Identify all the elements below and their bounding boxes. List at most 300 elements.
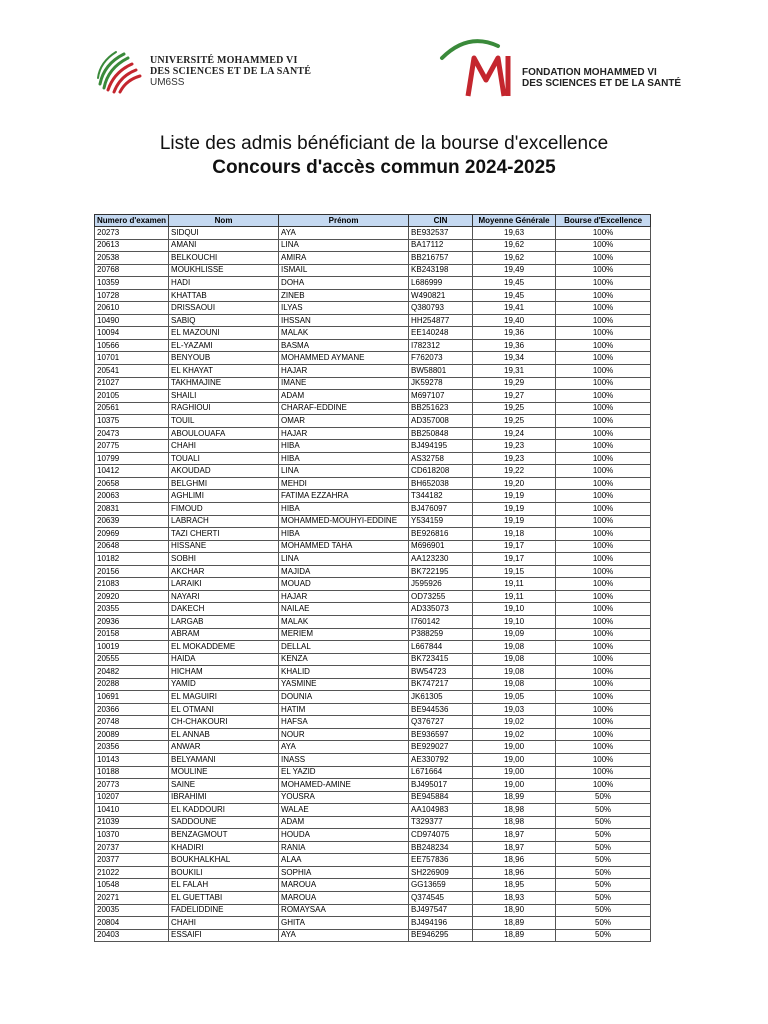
bourse-cell: 100% [556, 666, 651, 679]
cin-cell: EE757836 [409, 854, 473, 867]
cin-cell: BE932537 [409, 227, 473, 240]
moyenne-cell: 19,49 [473, 264, 556, 277]
bourse-cell: 100% [556, 402, 651, 415]
prenom-cell: ROMAYSAA [279, 904, 409, 917]
bourse-cell: 100% [556, 728, 651, 741]
university-name [150, 55, 311, 88]
prenom-cell: ILYAS [279, 302, 409, 315]
moyenne-cell: 19,00 [473, 766, 556, 779]
bourse-cell: 100% [556, 691, 651, 704]
bourse-cell: 100% [556, 477, 651, 490]
nom-cell: ANWAR [169, 741, 279, 754]
cin-cell: M696901 [409, 540, 473, 553]
col-header-bourse: Bourse d'Excellence [556, 215, 651, 227]
bourse-cell: 100% [556, 540, 651, 553]
prenom-cell: ALAA [279, 854, 409, 867]
numero-cell: 10691 [95, 691, 169, 704]
cin-cell: BK747217 [409, 678, 473, 691]
numero-cell: 20768 [95, 264, 169, 277]
bourse-cell: 100% [556, 503, 651, 516]
table-row [95, 528, 651, 541]
table-row [95, 227, 651, 240]
table-row [95, 804, 651, 817]
numero-cell: 20610 [95, 302, 169, 315]
bourse-cell: 100% [556, 365, 651, 378]
numero-cell: 20105 [95, 390, 169, 403]
prenom-cell: HOUDA [279, 829, 409, 842]
bourse-cell: 100% [556, 390, 651, 403]
nom-cell: EL FALAH [169, 879, 279, 892]
moyenne-cell: 19,11 [473, 578, 556, 591]
prenom-cell: INASS [279, 753, 409, 766]
cin-cell: CD974075 [409, 829, 473, 842]
cin-cell: BJ494196 [409, 917, 473, 930]
bourse-cell: 100% [556, 227, 651, 240]
moyenne-cell: 19,03 [473, 703, 556, 716]
prenom-cell: AYA [279, 741, 409, 754]
table-row [95, 327, 651, 340]
prenom-cell: MOHAMED-AMINE [279, 779, 409, 792]
cin-cell: BK722195 [409, 565, 473, 578]
bourse-cell: 100% [556, 252, 651, 265]
prenom-cell: NAILAE [279, 603, 409, 616]
cin-cell: T329377 [409, 816, 473, 829]
cin-cell: I760142 [409, 615, 473, 628]
cin-cell: BB251623 [409, 402, 473, 415]
prenom-cell: HAJAR [279, 427, 409, 440]
cin-cell: AA104983 [409, 804, 473, 817]
table-row [95, 841, 651, 854]
numero-cell: 21083 [95, 578, 169, 591]
moyenne-cell: 19,62 [473, 239, 556, 252]
table-row [95, 791, 651, 804]
admis-table [94, 214, 651, 942]
prenom-cell: LINA [279, 553, 409, 566]
nom-cell: ABOULOUAFA [169, 427, 279, 440]
table-row [95, 590, 651, 603]
prenom-cell: IHSSAN [279, 314, 409, 327]
numero-cell: 20775 [95, 440, 169, 453]
numero-cell: 20555 [95, 653, 169, 666]
cin-cell: GG13659 [409, 879, 473, 892]
moyenne-cell: 19,19 [473, 490, 556, 503]
title-line2: Concours d'accès commun 2024-2025 [212, 157, 556, 178]
moyenne-cell: 19,36 [473, 327, 556, 340]
numero-cell: 10188 [95, 766, 169, 779]
nom-cell: EL KHAYAT [169, 365, 279, 378]
prenom-cell: ISMAIL [279, 264, 409, 277]
moyenne-cell: 18,99 [473, 791, 556, 804]
table-row [95, 239, 651, 252]
cin-cell: BW58801 [409, 365, 473, 378]
nom-cell: CH-CHAKOURI [169, 716, 279, 729]
numero-cell: 20355 [95, 603, 169, 616]
prenom-cell: AMIRA [279, 252, 409, 265]
moyenne-cell: 19,25 [473, 415, 556, 428]
cin-cell: BJ497547 [409, 904, 473, 917]
bourse-cell: 100% [556, 628, 651, 641]
prenom-cell: MAROUA [279, 879, 409, 892]
title-line1: Liste des admis bénéficiant de la bourse d'excellence [159, 133, 609, 154]
prenom-cell: NOUR [279, 728, 409, 741]
bourse-cell: 100% [556, 766, 651, 779]
moyenne-cell: 19,34 [473, 352, 556, 365]
moyenne-cell: 18,89 [473, 917, 556, 930]
bourse-cell: 100% [556, 703, 651, 716]
numero-cell: 10182 [95, 553, 169, 566]
cin-cell: JK61305 [409, 691, 473, 704]
bourse-cell: 100% [556, 277, 651, 290]
prenom-cell: LINA [279, 465, 409, 478]
col-header-moyenne: Moyenne Générale [473, 215, 556, 227]
cin-cell: CD618208 [409, 465, 473, 478]
nom-cell: BELKOUCHI [169, 252, 279, 265]
moyenne-cell: 18,98 [473, 804, 556, 817]
numero-cell: 20541 [95, 365, 169, 378]
bourse-cell: 100% [556, 264, 651, 277]
nom-cell: ABRAM [169, 628, 279, 641]
table-row [95, 741, 651, 754]
cin-cell: AD335073 [409, 603, 473, 616]
prenom-cell: DOUNIA [279, 691, 409, 704]
nom-cell: LARAIKI [169, 578, 279, 591]
cin-cell: J595926 [409, 578, 473, 591]
moyenne-cell: 19,08 [473, 666, 556, 679]
cin-cell: BB248234 [409, 841, 473, 854]
numero-cell: 20089 [95, 728, 169, 741]
bourse-cell: 50% [556, 829, 651, 842]
prenom-cell: DELLAL [279, 641, 409, 654]
nom-cell: AKOUDAD [169, 465, 279, 478]
moyenne-cell: 19,19 [473, 503, 556, 516]
bourse-cell: 100% [556, 565, 651, 578]
cin-cell: AA123230 [409, 553, 473, 566]
table-row [95, 891, 651, 904]
numero-cell: 10094 [95, 327, 169, 340]
table-row [95, 264, 651, 277]
table-row [95, 666, 651, 679]
moyenne-cell: 18,96 [473, 866, 556, 879]
numero-cell: 20773 [95, 779, 169, 792]
bourse-cell: 50% [556, 879, 651, 892]
table-row [95, 452, 651, 465]
prenom-cell: IMANE [279, 377, 409, 390]
nom-cell: NAYARI [169, 590, 279, 603]
nom-cell: FIMOUD [169, 503, 279, 516]
table-row [95, 929, 651, 942]
bourse-cell: 100% [556, 314, 651, 327]
table-row [95, 766, 651, 779]
numero-cell: 20377 [95, 854, 169, 867]
bourse-cell: 100% [556, 427, 651, 440]
cin-cell: BW54723 [409, 666, 473, 679]
numero-cell: 20561 [95, 402, 169, 415]
moyenne-cell: 19,20 [473, 477, 556, 490]
prenom-cell: WALAE [279, 804, 409, 817]
bourse-cell: 100% [556, 553, 651, 566]
bourse-cell: 50% [556, 917, 651, 930]
table-header-row [95, 215, 651, 227]
moyenne-cell: 19,41 [473, 302, 556, 315]
moyenne-cell: 19,22 [473, 465, 556, 478]
moyenne-cell: 19,17 [473, 553, 556, 566]
bourse-cell: 100% [556, 678, 651, 691]
numero-cell: 20035 [95, 904, 169, 917]
page-title [0, 132, 768, 180]
table-row [95, 641, 651, 654]
moyenne-cell: 18,96 [473, 854, 556, 867]
nom-cell: AGHLIMI [169, 490, 279, 503]
nom-cell: EL-YAZAMI [169, 339, 279, 352]
nom-cell: IBRAHIMI [169, 791, 279, 804]
numero-cell: 10412 [95, 465, 169, 478]
bourse-cell: 100% [556, 741, 651, 754]
numero-cell: 20804 [95, 917, 169, 930]
prenom-cell: DOHA [279, 277, 409, 290]
prenom-cell: AYA [279, 227, 409, 240]
bourse-cell: 100% [556, 377, 651, 390]
table-row [95, 603, 651, 616]
nom-cell: HICHAM [169, 666, 279, 679]
nom-cell: SHAILI [169, 390, 279, 403]
bourse-cell: 100% [556, 452, 651, 465]
cin-cell: BB250848 [409, 427, 473, 440]
cin-cell: BE929027 [409, 741, 473, 754]
moyenne-cell: 19,11 [473, 590, 556, 603]
bourse-cell: 100% [556, 753, 651, 766]
prenom-cell: HIBA [279, 452, 409, 465]
table-row [95, 904, 651, 917]
prenom-cell: MAJIDA [279, 565, 409, 578]
cin-cell: BK723415 [409, 653, 473, 666]
moyenne-cell: 19,27 [473, 390, 556, 403]
moyenne-cell: 19,19 [473, 515, 556, 528]
nom-cell: SOBHI [169, 553, 279, 566]
nom-cell: BELYAMANI [169, 753, 279, 766]
nom-cell: FADELIDDINE [169, 904, 279, 917]
nom-cell: SIDQUI [169, 227, 279, 240]
prenom-cell: KHALID [279, 666, 409, 679]
cin-cell: OD73255 [409, 590, 473, 603]
university-name-line1: UNIVERSITÉ MOHAMMED VI [150, 55, 298, 66]
numero-cell: 10490 [95, 314, 169, 327]
prenom-cell: HIBA [279, 528, 409, 541]
numero-cell: 20273 [95, 227, 169, 240]
moyenne-cell: 18,93 [473, 891, 556, 904]
cin-cell: AD357008 [409, 415, 473, 428]
prenom-cell: GHITA [279, 917, 409, 930]
bourse-cell: 100% [556, 603, 651, 616]
bourse-cell: 100% [556, 641, 651, 654]
table-row [95, 503, 651, 516]
cin-cell: Q376727 [409, 716, 473, 729]
bourse-cell: 100% [556, 327, 651, 340]
cin-cell: L686999 [409, 277, 473, 290]
moyenne-cell: 19,05 [473, 691, 556, 704]
cin-cell: BJ476097 [409, 503, 473, 516]
nom-cell: BOUKHALKHAL [169, 854, 279, 867]
table-row [95, 829, 651, 842]
cin-cell: BE926816 [409, 528, 473, 541]
moyenne-cell: 19,63 [473, 227, 556, 240]
nom-cell: RAGHIOUI [169, 402, 279, 415]
bourse-cell: 100% [556, 653, 651, 666]
numero-cell: 20658 [95, 477, 169, 490]
moyenne-cell: 19,18 [473, 528, 556, 541]
numero-cell: 20288 [95, 678, 169, 691]
bourse-cell: 100% [556, 302, 651, 315]
bourse-cell: 100% [556, 490, 651, 503]
cin-cell: BE946295 [409, 929, 473, 942]
bourse-cell: 100% [556, 716, 651, 729]
nom-cell: YAMID [169, 678, 279, 691]
bourse-cell: 50% [556, 816, 651, 829]
bourse-cell: 100% [556, 615, 651, 628]
table-row [95, 553, 651, 566]
bourse-cell: 100% [556, 352, 651, 365]
cin-cell: BE945884 [409, 791, 473, 804]
numero-cell: 20473 [95, 427, 169, 440]
cin-cell: L671664 [409, 766, 473, 779]
numero-cell: 21022 [95, 866, 169, 879]
moyenne-cell: 19,45 [473, 277, 556, 290]
bourse-cell: 100% [556, 339, 651, 352]
moyenne-cell: 19,09 [473, 628, 556, 641]
table-row [95, 691, 651, 704]
prenom-cell: HIBA [279, 440, 409, 453]
nom-cell: EL MAGUIRI [169, 691, 279, 704]
numero-cell: 20271 [95, 891, 169, 904]
numero-cell: 10410 [95, 804, 169, 817]
moyenne-cell: 19,00 [473, 741, 556, 754]
cin-cell: L667844 [409, 641, 473, 654]
nom-cell: EL KADDOURI [169, 804, 279, 817]
prenom-cell: MOHAMMED-MOUHYI-EDDINE [279, 515, 409, 528]
university-acronym: UM6SS [150, 77, 185, 88]
numero-cell: 20969 [95, 528, 169, 541]
bourse-cell: 100% [556, 590, 651, 603]
bourse-cell: 50% [556, 791, 651, 804]
bourse-cell: 50% [556, 854, 651, 867]
nom-cell: KHADIRI [169, 841, 279, 854]
col-header-prenom: Prénom [279, 215, 409, 227]
nom-cell: HAIDA [169, 653, 279, 666]
table-row [95, 753, 651, 766]
numero-cell: 20639 [95, 515, 169, 528]
prenom-cell: ZINEB [279, 289, 409, 302]
nom-cell: DAKECH [169, 603, 279, 616]
table-row [95, 477, 651, 490]
cin-cell: BH652038 [409, 477, 473, 490]
prenom-cell: YASMINE [279, 678, 409, 691]
nom-cell: TAZI CHERTI [169, 528, 279, 541]
prenom-cell: HAJAR [279, 365, 409, 378]
table-row [95, 628, 651, 641]
nom-cell: EL OTMANI [169, 703, 279, 716]
moyenne-cell: 18,97 [473, 841, 556, 854]
numero-cell: 20920 [95, 590, 169, 603]
numero-cell: 20737 [95, 841, 169, 854]
table-row [95, 302, 651, 315]
table-row [95, 816, 651, 829]
bourse-cell: 50% [556, 804, 651, 817]
prenom-cell: MERIEM [279, 628, 409, 641]
table-row [95, 352, 651, 365]
um6ss-logo-icon [94, 44, 146, 96]
table-row [95, 415, 651, 428]
moyenne-cell: 18,89 [473, 929, 556, 942]
nom-cell: TAKHMAJINE [169, 377, 279, 390]
prenom-cell: LINA [279, 239, 409, 252]
bourse-cell: 100% [556, 515, 651, 528]
cin-cell: F762073 [409, 352, 473, 365]
nom-cell: LABRACH [169, 515, 279, 528]
moyenne-cell: 19,10 [473, 615, 556, 628]
prenom-cell: ADAM [279, 390, 409, 403]
cin-cell: BJ495017 [409, 779, 473, 792]
numero-cell: 20158 [95, 628, 169, 641]
nom-cell: MOULINE [169, 766, 279, 779]
table-row [95, 390, 651, 403]
table-row [95, 540, 651, 553]
cin-cell: AS32758 [409, 452, 473, 465]
cin-cell: BJ494195 [409, 440, 473, 453]
numero-cell: 20403 [95, 929, 169, 942]
numero-cell: 20156 [95, 565, 169, 578]
moyenne-cell: 19,23 [473, 452, 556, 465]
numero-cell: 10548 [95, 879, 169, 892]
prenom-cell: HIBA [279, 503, 409, 516]
table-row [95, 716, 651, 729]
table-row [95, 854, 651, 867]
bourse-cell: 50% [556, 929, 651, 942]
prenom-cell: MEHDI [279, 477, 409, 490]
table-row [95, 252, 651, 265]
cin-cell: T344182 [409, 490, 473, 503]
numero-cell: 20613 [95, 239, 169, 252]
prenom-cell: HAFSA [279, 716, 409, 729]
prenom-cell: CHARAF-EDDINE [279, 402, 409, 415]
col-header-cin: CIN [409, 215, 473, 227]
cin-cell: BB216757 [409, 252, 473, 265]
moyenne-cell: 19,24 [473, 427, 556, 440]
table-row [95, 703, 651, 716]
moyenne-cell: 19,45 [473, 289, 556, 302]
bourse-cell: 100% [556, 415, 651, 428]
table-row [95, 465, 651, 478]
bourse-cell: 100% [556, 440, 651, 453]
nom-cell: TOUIL [169, 415, 279, 428]
moyenne-cell: 19,08 [473, 641, 556, 654]
bourse-cell: 100% [556, 528, 651, 541]
fondation-name-line2: DES SCIENCES ET DE LA SANTÉ [522, 78, 682, 89]
moyenne-cell: 19,17 [473, 540, 556, 553]
prenom-cell: EL YAZID [279, 766, 409, 779]
moyenne-cell: 19,02 [473, 728, 556, 741]
fondation-name-line1: FONDATION MOHAMMED VI [522, 67, 657, 78]
table-row [95, 779, 651, 792]
prenom-cell: MOHAMMED TAHA [279, 540, 409, 553]
bourse-cell: 100% [556, 578, 651, 591]
prenom-cell: MALAK [279, 615, 409, 628]
table-row [95, 866, 651, 879]
moyenne-cell: 19,29 [473, 377, 556, 390]
nom-cell: MOUKHLISSE [169, 264, 279, 277]
bourse-cell: 100% [556, 239, 651, 252]
university-name-line2: DES SCIENCES ET DE LA SANTÉ [150, 66, 312, 77]
table-row [95, 917, 651, 930]
table-row [95, 879, 651, 892]
